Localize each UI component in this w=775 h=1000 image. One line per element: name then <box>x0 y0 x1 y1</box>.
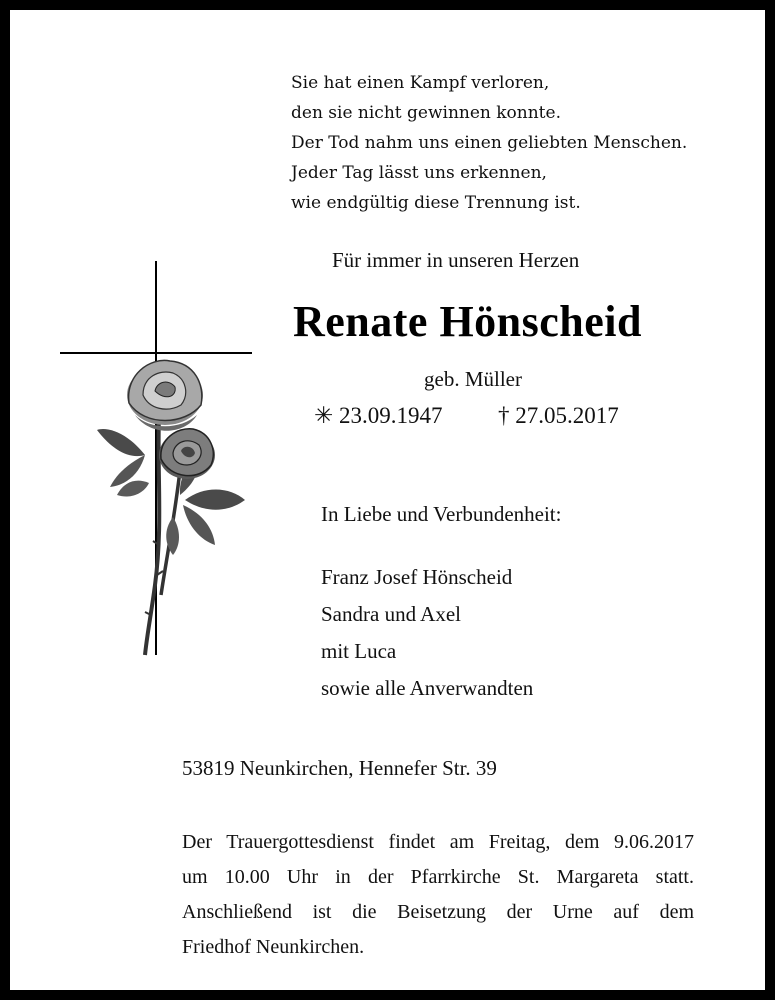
service-line: Der Trauergottesdienst findet am Freitag, dem 9.06.2017 <box>182 831 694 853</box>
poem-line: Jeder Tag lässt uns erkennen, <box>291 163 547 183</box>
mourner: Franz Josef Hönscheid <box>321 565 513 589</box>
birth-star-icon: ✳ <box>314 403 334 428</box>
closing-line: In Liebe und Verbundenheit: <box>321 502 562 526</box>
poem-line: wie endgültig diese Trennung ist. <box>291 193 581 213</box>
mourner: mit Luca <box>321 639 397 663</box>
maiden-name: geb. Müller <box>424 367 522 391</box>
poem-line: Sie hat einen Kampf verloren, <box>291 73 550 93</box>
service-line: Anschließend ist die Beisetzung der Urne auf dem <box>182 901 694 923</box>
address: 53819 Neunkirchen, Hennefer Str. 39 <box>182 756 497 780</box>
birth-date: 23.09.1947 <box>339 403 443 428</box>
mourners-list <box>321 559 533 707</box>
deceased-name: Renate Hönscheid <box>293 297 642 346</box>
death-cross-icon: † <box>498 403 510 428</box>
poem <box>291 68 731 218</box>
cross-rose-illustration <box>55 255 255 665</box>
service-line: Friedhof Neunkirchen. <box>182 936 365 958</box>
rose-illustration <box>97 360 245 655</box>
mourner: sowie alle Anverwandten <box>321 676 534 700</box>
poem-line: Der Tod nahm uns einen geliebten Menschen. <box>291 133 688 153</box>
service-line: um 10.00 Uhr in der Pfarrkirche St. Margareta statt. <box>182 866 694 888</box>
mourner: Sandra und Axel <box>321 602 461 626</box>
life-dates <box>314 403 619 429</box>
poem-line: den sie nicht gewinnen konnte. <box>291 103 561 123</box>
dedication: Für immer in unseren Herzen <box>332 248 580 272</box>
cross-icon <box>60 261 252 655</box>
death-date: 27.05.2017 <box>515 403 619 428</box>
service-notice <box>182 825 694 965</box>
